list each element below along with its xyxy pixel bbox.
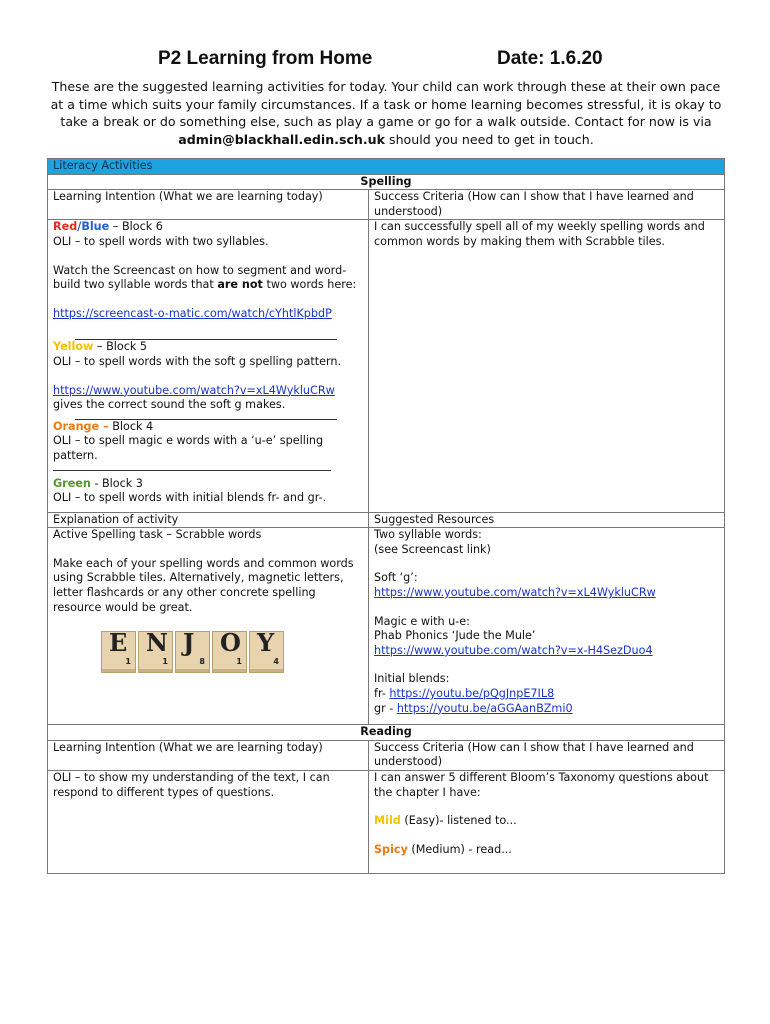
spelling-sc-text: I can successfully spell all of my weekly spelling words and common words by making them with Scrabble tiles. [369,220,725,512]
tile-score: 1 [125,656,131,666]
activity-text: Make each of your spelling words and common words using Scrabble tiles. Alternatively, magnetic letters, letter flashcards or any other concrete spelling resource would be great. [53,556,354,614]
spelling-heading: Spelling [48,174,725,190]
literacy-table [47,158,725,874]
slash: / [77,220,82,234]
literacy-banner: Literacy Activities [48,159,725,175]
yellow-label: Yellow [53,340,94,354]
tile-letter: J [183,628,195,658]
page-title: P2 Learning from Home [158,48,373,69]
reading-sc-cell [369,771,725,874]
green-block: - Block 3 [90,476,143,490]
reading-li-text: OLI – to show my understanding of the text, I can respond to different types of questions. [48,771,369,874]
reading-li-header: Learning Intention (What we are learning today) [48,740,369,770]
fr-prefix: fr- [374,687,390,701]
intro-text-end: should you need to get in touch. [385,131,594,147]
tile-score: 4 [273,656,279,666]
see-screencast: (see Screencast link) [374,542,491,556]
reading-heading: Reading [48,725,725,741]
soft-g-video-link[interactable]: https://www.youtube.com/watch?v=xL4WykluCRw [53,383,335,397]
reading-sc-header: Success Criteria (How can I show that I have learned and understood) [369,740,725,770]
screencast-link[interactable]: https://screencast-o-matic.com/watch/cYhtlKpbdP [53,306,332,320]
two-syllable-label: Two syllable words: [374,528,482,542]
blue-label: Blue [81,220,110,234]
tile-letter: Y [257,628,275,658]
orange-group [53,420,363,435]
resources-cell [369,528,725,725]
green-label: Green [53,476,91,490]
phab-phonics: Phab Phonics ‘Jude the Mule’ [374,629,536,643]
yellow-note: gives the correct sound the soft g makes. [53,398,286,412]
instructions-text: Watch the Screencast on how to segment and word-build two syllable words that [53,263,347,292]
scrabble-tile [138,628,173,673]
mild-option [374,814,719,829]
magic-e-label: Magic e with u-e: [374,614,470,628]
activity-title: Active Spelling task – Scrabble words [53,528,262,542]
tile-score: 8 [199,656,205,666]
magic-e-link[interactable]: https://www.youtube.com/watch?v=x-H4SezDuo4 [374,643,653,657]
gr-prefix: gr - [374,701,397,715]
scrabble-tile [175,628,210,673]
page-date: Date: 1.6.20 [497,48,603,69]
orange-block: Block 4 [108,419,154,433]
red-blue-oli: OLI – to spell words with two syllables. [53,234,269,248]
orange-label: Orange [53,419,100,433]
yellow-group [53,340,363,355]
scrabble-tile [212,628,247,673]
intro-text: These are the suggested learning activities for today. Your child can work through these at their own pace at a time which suits your family circumstances. If a task or home learning becomes stressful, it is okay to take a break or do something else, such as play a game or go for a walk outside. Contact for now is via [50,79,722,129]
scrabble-tiles-image [101,628,363,673]
instructions-bold: are not [217,278,263,292]
intro-paragraph [48,78,724,148]
mild-text: (Easy)- listened to... [400,814,517,828]
page-header [0,46,770,74]
instructions-text-end: two words here: [262,278,357,292]
tile-letter: N [146,628,168,658]
scrabble-tile [249,628,284,673]
tile-letter: E [109,628,128,658]
initial-blends-label: Initial blends: [374,672,450,686]
spicy-option [374,843,719,858]
spicy-text: (Medium) - read... [407,842,512,856]
spicy-label: Spicy [374,842,408,856]
spelling-groups-cell [48,220,369,512]
activity-cell [48,528,369,725]
red-label: Red [53,220,78,234]
soft-g-label: Soft ‘g’: [374,571,418,585]
soft-g-link[interactable]: https://www.youtube.com/watch?v=xL4WykluCRw [374,586,656,600]
spelling-li-header: Learning Intention (What we are learning today) [48,190,369,220]
red-blue-group [53,220,363,235]
divider [53,470,331,471]
red-blue-instructions [53,264,363,293]
tile-letter: O [220,628,241,658]
gr-link[interactable]: https://youtu.be/aGGAanBZmi0 [396,701,573,715]
scrabble-tile [101,628,136,673]
green-oli: OLI – to spell words with initial blends fr- and gr-. [53,491,327,505]
reading-sc-text: I can answer 5 different Bloom’s Taxonomy questions about the chapter I have: [374,771,709,799]
tile-score: 1 [236,656,242,666]
contact-email: admin@blackhall.edin.sch.uk [178,131,386,147]
yellow-block: – Block 5 [93,340,147,354]
tile-score: 1 [162,656,168,666]
fr-link[interactable]: https://youtu.be/pQgJnpE7IL8 [389,687,555,701]
green-group [53,477,363,492]
orange-oli: OLI – to spell magic e words with a ‘u-e’ spelling pattern. [53,434,324,462]
orange-dash: – [99,419,109,433]
red-blue-block: – Block 6 [109,220,163,234]
resources-header: Suggested Resources [369,512,725,528]
yellow-oli: OLI – to spell words with the soft g spelling pattern. [53,354,342,368]
mild-label: Mild [374,814,401,828]
spelling-sc-header: Success Criteria (How can I show that I have learned and understood) [369,190,725,220]
explanation-header: Explanation of activity [48,512,369,528]
